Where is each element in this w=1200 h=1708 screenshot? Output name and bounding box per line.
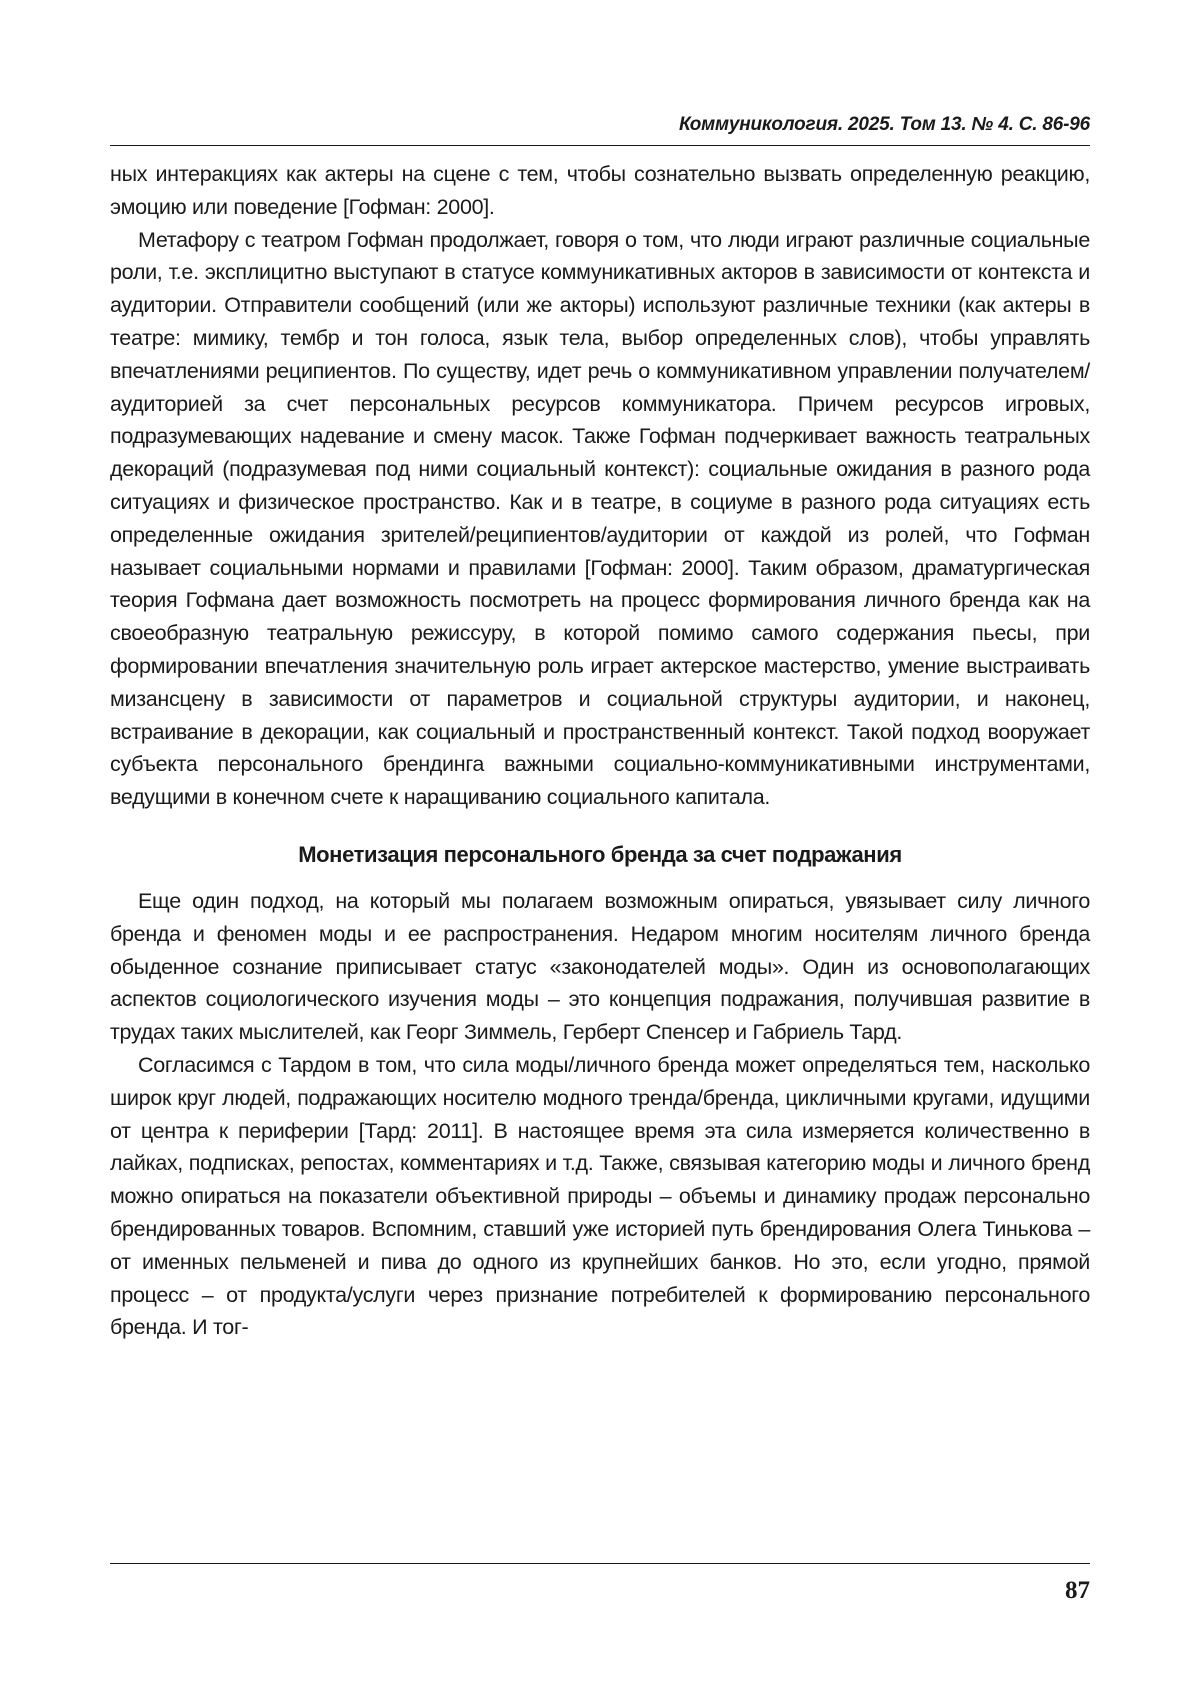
paragraph-tarde-fashion: Согласимся с Тардом в том, что сила моды/личного бренда может определяться тем, насколько широк круг людей, подражающих носителю модного тренда/бренда, цикличными кругами, идущими от центра к периферии [Тард: 2011]. В настоящее время эта сила измеряется количественно в лайках, подписках, репостах, комментариях и т.д. Также, связывая категорию моды и личного бренд можно опираться на показатели объективной природы – объемы и динамику продаж персонально брендированных товаров. Вспомним, ставший уже историей путь брендирования Олега Тинькова – от именных пельменей и пива до одного из крупнейших банков. Но это, если угодно, прямой процесс – от продукта/услуги через признание потребителей к формированию персонального бренда. И тог- <box>110 1052 1090 1340</box>
running-header: Коммуникология. 2025. Том 13. № 4. С. 86-96 <box>678 114 1090 135</box>
section-heading: Монетизация персонального бренда за счет подражания <box>298 841 902 867</box>
header-rule <box>110 145 1090 146</box>
journal-page <box>110 0 1090 1708</box>
paragraph-imitation-approach: Еще один подход, на который мы полагаем возможным опираться, увязывает силу личного бренда и феномен моды и ее распространения. Недаром многим носителям личного бренда обыденное сознание приписывает статус «законодателей моды». Один из основополагающих аспектов социологического изучения моды – это концепция подражания, получившая развитие в трудах таких мыслителей, как Георг Зиммель, Герберт Спенсер и Габриель Тард. <box>110 888 1090 1045</box>
paragraph-goffman-metaphor: Метафору с театром Гофман продолжает, говоря о том, что люди играют различные социальные роли, т.е. эксплицитно выступают в статусе коммуникативных акторов в зависимости от контекста и аудитории. Отправители сообщений (или же акторы) используют различные техники (как актеры в театре: мимику, тембр и тон голоса, язык тела, выбор определенных слов), чтобы управлять впечатлениями реципиентов. По существу, идет речь о коммуникативном управлении получателем/аудиторией за счет персональных ресурсов коммуникатора. Причем ресурсов игровых, подразумевающих надевание и смену масок. Также Гофман подчеркивает важность театральных декораций (подразумевая под ними социальный контекст): социальные ожидания в разного рода ситуациях и физическое пространство. Как и в театре, в социуме в разного рода ситуациях есть определенные ожидания зрителей/реципиентов/аудитории от каждой из ролей, что Гофман называет социальными нормами и правилами [Гофман: 2000]. Таким образом, драматургическая теория Гофмана дает возможность посмотреть на процесс формирования личного бренда как на своеобразную театральную режиссуру, в которой помимо самого содержания пьесы, при формировании впечатления значительную роль играет актерское мастерство, умение выстраивать мизансцену в зависимости от параметров и социальной структуры аудитории, и наконец, встраивание в декорации, как социальный и пространственный контекст. Такой подход вооружает субъекта персонального брендинга важными социально-коммуникативными инструментами, ведущими в конечном счете к наращиванию социального капитала. <box>110 227 1090 810</box>
footer-rule <box>110 1563 1090 1564</box>
article-body <box>110 158 1090 1344</box>
paragraph-continuation: ных интеракциях как актеры на сцене с тем, чтобы сознательно вызвать определенную реакцию, эмоцию или поведение [Гофман: 2000]. <box>110 162 1090 219</box>
page-number: 87 <box>1065 1577 1090 1604</box>
